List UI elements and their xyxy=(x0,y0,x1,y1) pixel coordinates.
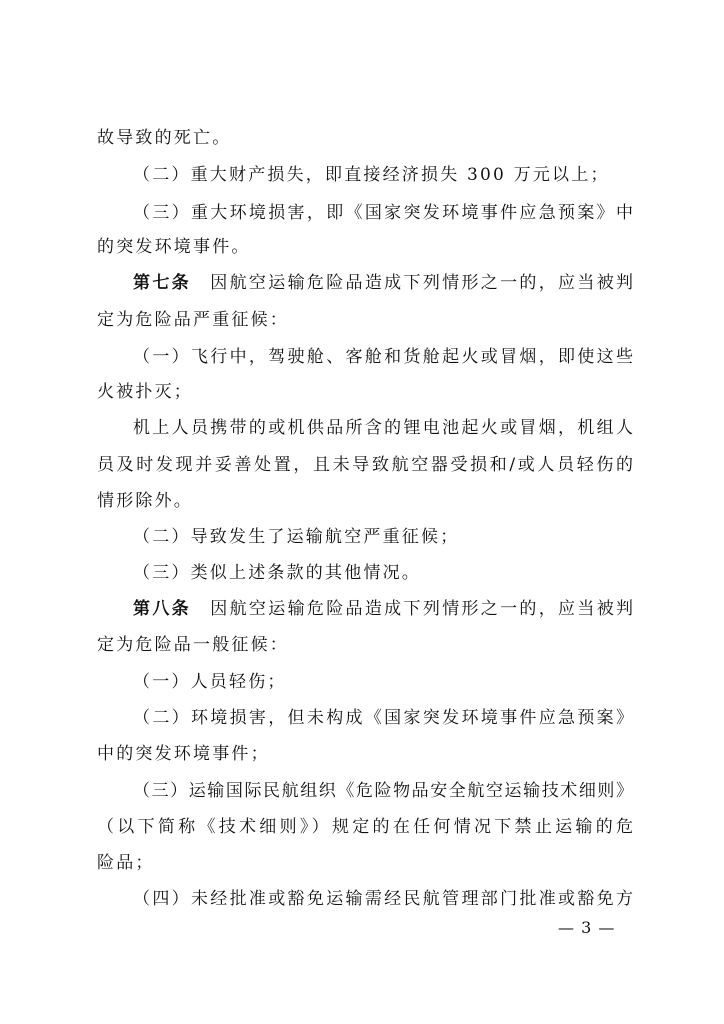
text-line: 员及时发现并妥善处置，且未导致航空器受损和/或人员轻伤的 xyxy=(97,455,633,475)
text-line: 机上人员携带的或机供品所含的锂电池起火或冒烟，机组人 xyxy=(133,418,633,438)
text-line: （三）运输国际民航组织《危险物品安全航空运输技术细则》 xyxy=(133,781,633,801)
text-line: （三）类似上述条款的其他情况。 xyxy=(133,563,421,583)
text-line: （一）飞行中，驾驶舱、客舱和货舱起火或冒烟，即使这些 xyxy=(133,347,633,367)
article-7-intro: 因航空运输危险品造成下列情形之一的，应当被判 xyxy=(210,273,634,293)
text-line: 险品； xyxy=(97,853,155,873)
article-8-intro: 因航空运输危险品造成下列情形之一的，应当被判 xyxy=(210,599,634,619)
text-line: 的突发环境事件。 xyxy=(97,237,251,257)
text-line: 定为危险品严重征候： xyxy=(97,310,289,330)
text-line: （以下简称《技术细则》）规定的在任何情况下禁止运输的危 xyxy=(97,817,633,837)
text-line: 情形除外。 xyxy=(97,491,193,511)
text-line: 中的突发环境事件； xyxy=(97,744,270,764)
article-7-first-line xyxy=(133,271,633,295)
text-line: （二）重大财产损失，即直接经济损失 300 万元以上； xyxy=(133,165,610,185)
article-8-first-line xyxy=(133,597,633,621)
article-8-heading: 第八条 xyxy=(133,599,191,619)
page-number: — 3 — xyxy=(558,918,616,937)
text-line: （二）导致发生了运输航空严重征候； xyxy=(133,527,460,547)
article-7-heading: 第七条 xyxy=(133,273,191,293)
text-line: 故导致的死亡。 xyxy=(97,128,232,148)
text-line: （四）未经批准或豁免运输需经民航管理部门批准或豁免方 xyxy=(133,889,633,909)
text-line: （一）人员轻伤； xyxy=(133,672,287,692)
text-line: 定为危险品一般征候： xyxy=(97,635,289,655)
text-line: （三）重大环境损害，即《国家突发环境事件应急预案》中 xyxy=(133,203,633,223)
text-line: 火被扑灭； xyxy=(97,382,193,402)
text-line: （二）环境损害，但未构成《国家突发环境事件应急预案》 xyxy=(133,708,633,728)
